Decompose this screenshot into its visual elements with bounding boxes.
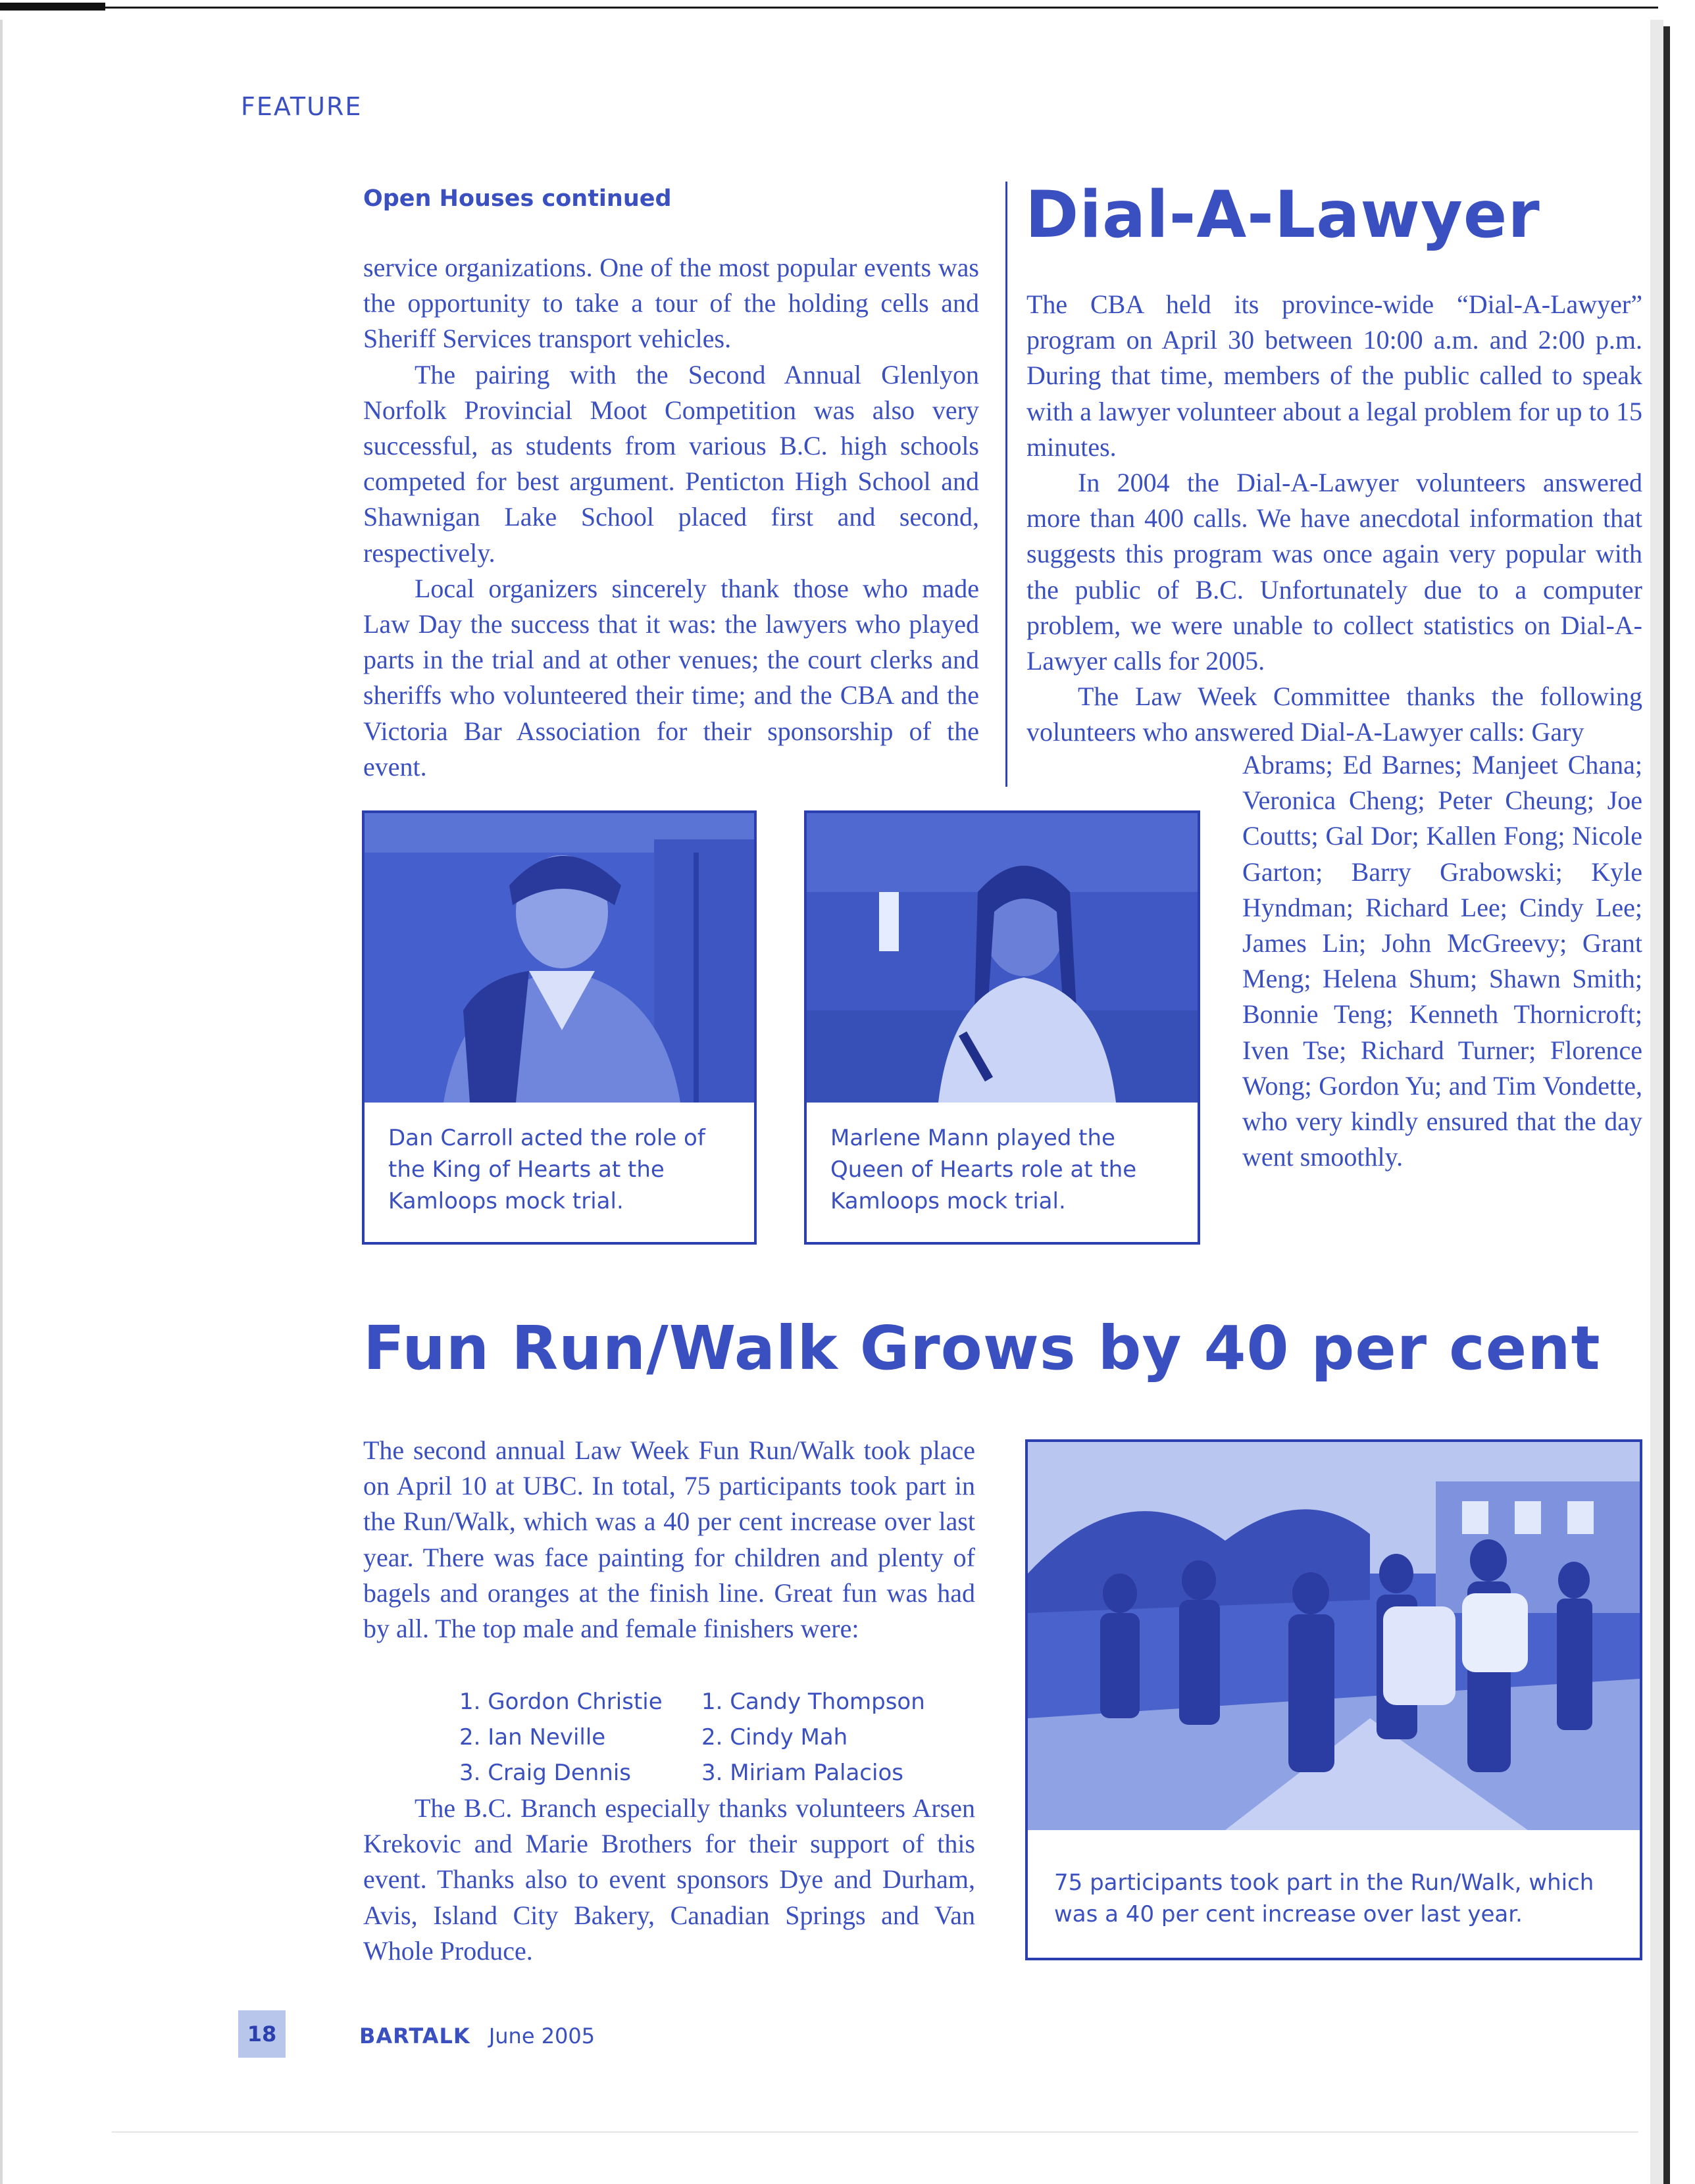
photo-marlene-mann-caption: Marlene Mann played the Queen of Hearts role at the Kamloops mock trial. — [830, 1125, 1137, 1214]
photo-marlene-mann — [804, 810, 1200, 1245]
dial-a-lawyer-paragraph: The Law Week Committee thanks the following volunteers who answered Dial-A-Lawyer calls: Gary — [1026, 682, 1642, 747]
column-divider — [1005, 182, 1007, 787]
fun-run-paragraph: The second annual Law Week Fun Run/Walk took place on April 10 at UBC. In total, 75 participants took part in the Run/Walk, which was a 40 per cent increase over last year. There was face painting for children and plenty of bagels and oranges at the finish line. Great fun was had by all. The top male and female finishers were: — [363, 1435, 975, 1644]
photo-dan-carroll-caption: Dan Carroll acted the role of the King of Hearts at the Kamloops mock trial. — [388, 1125, 705, 1214]
finishers-row — [459, 1720, 959, 1755]
photo-fun-run-caption: 75 participants took part in the Run/Walk, which was a 40 per cent increase over last year. — [1054, 1870, 1594, 1927]
finishers-list — [459, 1684, 959, 1791]
female-finisher: 3. Miriam Palacios — [701, 1760, 903, 1786]
female-finisher: 2. Cindy Mah — [701, 1724, 848, 1750]
fun-run-article — [363, 1433, 975, 1647]
male-finisher: 1. Gordon Christie — [459, 1689, 663, 1715]
magazine-name: BARTALK — [359, 2023, 470, 2048]
open-houses-paragraph: The pairing with the Second Annual Glenlyon Norfolk Provincial Moot Competition was also very successful, as students from various B.C. high schools competed for best argument. Penticton High School and Shawnigan Lake School placed first and second, respectively. — [363, 359, 979, 568]
fun-run-thanks — [363, 1791, 975, 1969]
finishers-row — [459, 1684, 959, 1720]
page-top-rule — [0, 7, 1658, 9]
photo-marlene-mann-image — [807, 813, 1198, 1103]
open-houses-article — [363, 250, 979, 785]
page-top-corner-mark — [0, 3, 105, 11]
open-houses-paragraph: Local organizers sincerely thank those who made Law Day the success that it was: the lawyers who played parts in the trial and at other venues; the court clerks and sheriffs who volunteered their time; and the CBA and the Victoria Bar Association for their sponsorship of the event. — [363, 573, 979, 782]
section-label: FEATURE — [241, 92, 363, 121]
page-right-edge — [1663, 26, 1670, 2184]
dial-a-lawyer-paragraph: The CBA held its province-wide “Dial-A-Lawyer” program on April 30 between 10:00 a.m. and 2:00 p.m. During that time, members of the public called to speak with a lawyer volunteer about a legal problem for up to 15 minutes. — [1026, 289, 1642, 462]
finishers-row — [459, 1755, 959, 1791]
page-right-shadow — [1650, 20, 1663, 2184]
dial-a-lawyer-article — [1026, 287, 1642, 751]
volunteer-list — [1242, 747, 1642, 1175]
male-finisher: 2. Ian Neville — [459, 1724, 606, 1750]
page-left-edge — [0, 20, 3, 2184]
photo-dan-carroll — [362, 810, 757, 1245]
fun-run-paragraph: The B.C. Branch especially thanks volunteers Arsen Krekovic and Marie Brothers for their support of this event. Thanks also to event sponsors Dye and Durham, Avis, Island City Bakery, Canadian Springs and Van Whole Produce. — [363, 1793, 975, 1966]
female-finisher: 1. Candy Thompson — [701, 1689, 925, 1715]
page-bottom-rule — [112, 2131, 1638, 2133]
male-finisher: 3. Craig Dennis — [459, 1760, 631, 1786]
photo-fun-run — [1025, 1439, 1642, 1960]
fun-run-title: Fun Run/Walk Grows by 40 per cent — [363, 1313, 1601, 1383]
photo-dan-carroll-image — [365, 813, 754, 1103]
footer — [359, 2023, 595, 2048]
photo-fun-run-image — [1028, 1442, 1640, 1830]
open-houses-paragraph: service organizations. One of the most popular events was the opportunity to take a tour of the holding cells and Sheriff Services transport vehicles. — [363, 253, 979, 354]
issue-date: June 2005 — [488, 2023, 595, 2048]
dial-a-lawyer-title: Dial-A-Lawyer — [1025, 178, 1540, 253]
volunteer-list-text: Abrams; Ed Barnes; Manjeet Chana; Veronica Cheng; Peter Cheung; Joe Coutts; Gal Dor; Kallen Fong; Nicole Garton; Barry Grabowski; Kyle Hyndman; Richard Lee; Cindy Lee; James Lin; John McGreevy; Grant Meng; Helena Shum; Shawn Smith; Bonnie Teng; Kenneth Thornicroft; Iven Tse; Richard Turner; Florence Wong; Gordon Yu; and Tim Vondette, who very kindly ensured that the day went smoothly. — [1242, 750, 1642, 1172]
page-number: 18 — [238, 2010, 286, 2058]
dial-a-lawyer-paragraph: In 2004 the Dial-A-Lawyer volunteers answered more than 400 calls. We have anecdotal information that suggests this program was once again very popular with the public of B.C. Unfortunately due to a computer problem, we were unable to collect statistics on Dial-A-Lawyer calls for 2005. — [1026, 468, 1642, 676]
open-houses-heading: Open Houses continued — [363, 186, 672, 212]
